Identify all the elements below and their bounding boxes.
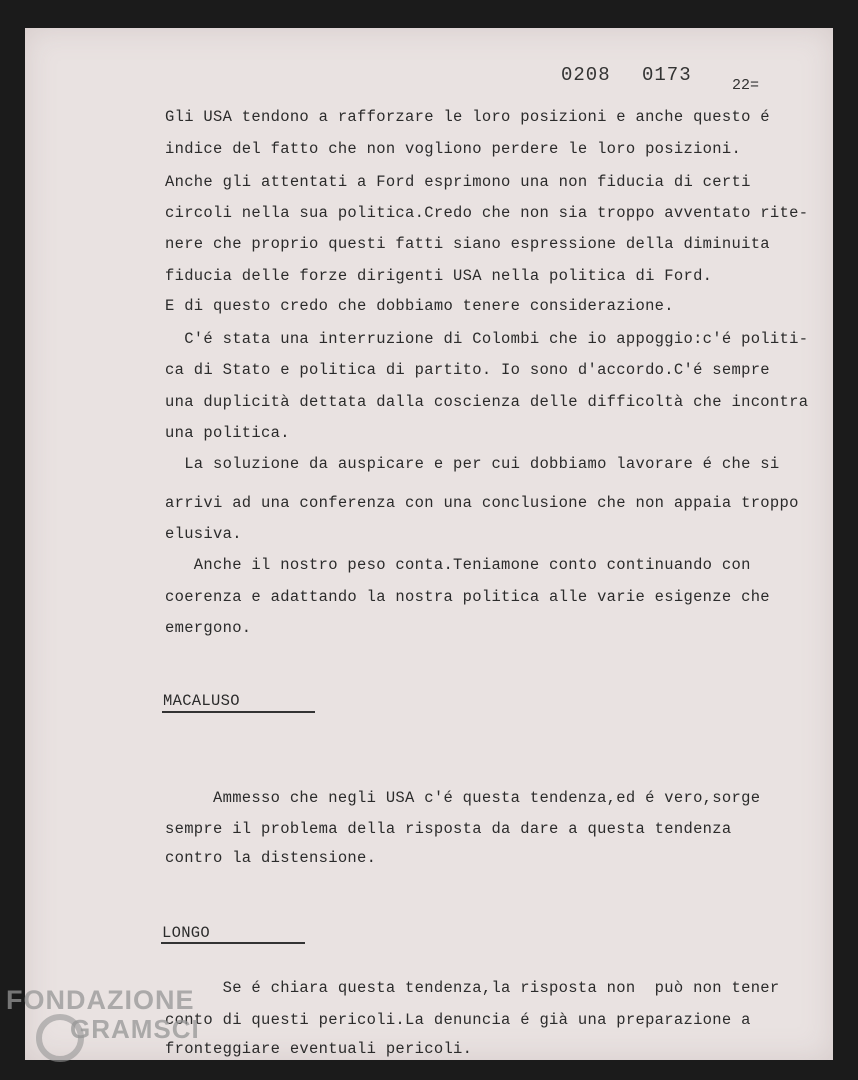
speaker-line: contro la distensione. — [165, 849, 377, 867]
body-line: Gli USA tendono a rafforzare le loro posizioni e anche questo é — [165, 108, 770, 126]
archive-code-1: 0208 — [561, 64, 611, 86]
speaker-line: conto di questi pericoli.La denuncia é già una preparazione a — [165, 1011, 751, 1029]
speaker-line: sempre il problema della risposta da dare a questa tendenza — [165, 820, 732, 838]
speaker-line: Ammesso che negli USA c'é questa tendenza,ed é vero,sorge — [165, 789, 761, 807]
body-line: indice del fatto che non vogliono perdere le loro posizioni. — [165, 140, 742, 158]
body-line: La soluzione da auspicare e per cui dobbiamo lavorare é che si — [165, 455, 780, 473]
body-line: una duplicità dettata dalla coscienza delle difficoltà che incontra — [165, 393, 809, 411]
speaker-line: fronteggiare eventuali pericoli. — [165, 1040, 473, 1058]
body-line: nere che proprio questi fatti siano espressione della diminuita — [165, 235, 770, 253]
body-line: emergono. — [165, 619, 252, 637]
body-line: fiducia delle forze dirigenti USA nella politica di Ford. — [165, 267, 713, 285]
speaker-name-macaluso: MACALUSO — [163, 692, 240, 710]
body-line: una politica. — [165, 424, 290, 442]
body-line: arrivi ad una conferenza con una conclusione che non appaia troppo — [165, 494, 799, 512]
watermark-text: GRAMSCI — [70, 1014, 200, 1044]
body-line: C'é stata una interruzione di Colombi che io appoggio:c'é politi- — [165, 330, 809, 348]
speaker-underline — [162, 711, 315, 713]
speaker-underline — [161, 942, 305, 944]
page-number: 22= — [732, 77, 760, 94]
body-line: E di questo credo che dobbiamo tenere considerazione. — [165, 297, 674, 315]
body-line: circoli nella sua politica.Credo che non sia troppo avventato rite- — [165, 204, 809, 222]
archive-code-2: 0173 — [642, 64, 692, 86]
body-line: Anche il nostro peso conta.Teniamone conto continuando con — [165, 556, 751, 574]
body-line: coerenza e adattando la nostra politica alle varie esigenze che — [165, 588, 770, 606]
speaker-line: Se é chiara questa tendenza,la risposta non può non tener — [165, 979, 780, 997]
body-line: Anche gli attentati a Ford esprimono una non fiducia di certi — [165, 173, 751, 191]
body-line: ca di Stato e politica di partito. Io sono d'accordo.C'é sempre — [165, 361, 770, 379]
watermark-text: FONDAZIONE — [6, 985, 195, 1015]
body-line: elusiva. — [165, 525, 242, 543]
speaker-name-longo: LONGO — [162, 924, 211, 942]
